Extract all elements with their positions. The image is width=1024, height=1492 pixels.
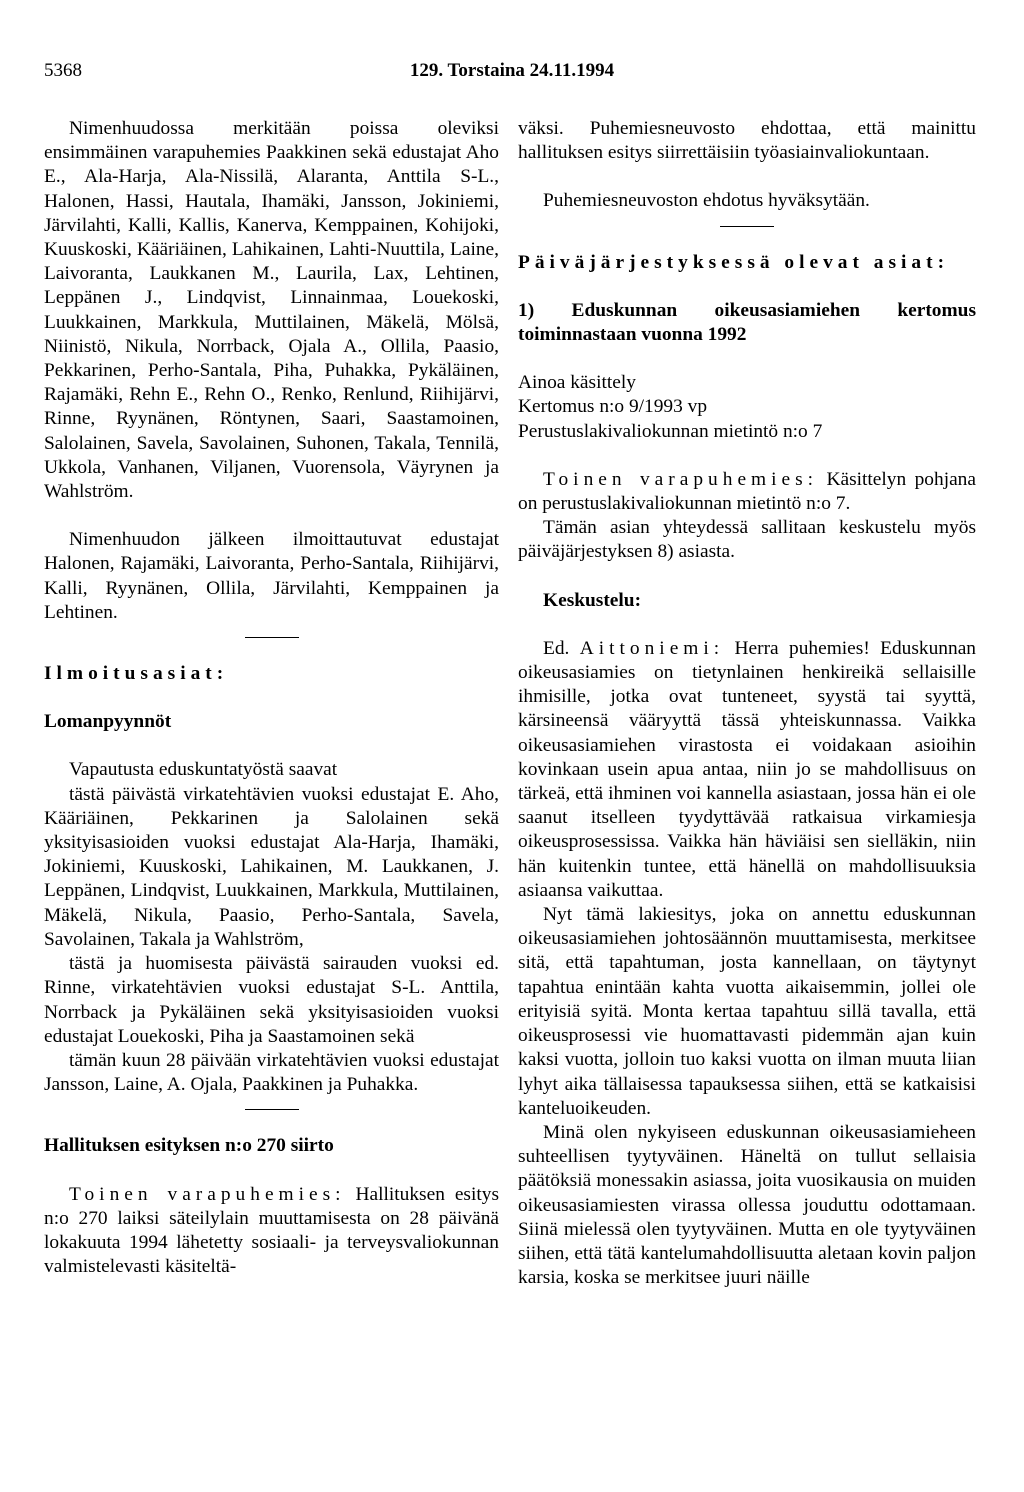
proposal-accepted: Puhemiesneuvoston ehdotus hyväksytään. [543, 190, 870, 212]
speech-paragraph-3: Minä olen nykyiseen eduskunnan oikeusasiamieheen suhteellisen tyytyväinen. Häneltä on tullut sellaisia päätöksiä monessakin asiassa, joita vuosikausia on muiden oikeusasiamiesten virassa ollessa jouduttu odottamaan. Siinä mielessä olen tyytyväinen. Mutta en ole tyytyväinen siihen, että tätä kantelumahdollisuutta aletaan kovin paljon karsia, koska se merkitsee juuri näille [518, 1121, 976, 1289]
discussion-heading: Keskustelu: [543, 589, 642, 611]
also-allowed-paragraph: Tämän asian yhteydessä sallitaan keskustelu myös päiväjärjestyksen 8) asiasta. [518, 517, 976, 563]
agenda-item-title: 1) Eduskunnan oikeusasiamiehen kertomus toiminnastaan vuonna 1992 [518, 299, 976, 346]
basis-text: Käsittelyn pohjana on perustuslakivaliokunnan mietintö n:o 7. [518, 468, 976, 515]
issue-title: 129. Torstaina 24.11.1994 [409, 60, 615, 81]
reading-info: Ainoa käsittely [518, 372, 636, 394]
speech-paragraph-2: Nyt tämä lakiesitys, joka on annettu eduskunnan oikeusasiamiehen johtosäännön muuttamisesta, merkitsee sitä, että tapahtuman, josta kannellaan, on täytynyt tapahtua enintään kahta vuotta aikaisemmin, jollei ole erityisiä syitä. Monta kertaa tapahtuu sillä tavalla, että oikeusprosessi vie huomattavasti pidemmän ajan kuin kaksi vuotta, jolloin tuo kaksi vuotta on ilman muuta liian lyhyt aika tällaisessa tapauksessa siihen, että se katkaisisi kanteluoikeuden. [518, 904, 976, 1119]
section-divider [245, 637, 299, 638]
notices-heading: Ilmoitusasiat: [44, 663, 229, 685]
speaker-label: Toinen varapuhemies: [543, 468, 819, 490]
right-column [518, 117, 976, 1290]
report-number: Kertomus n:o 9/1993 vp [518, 396, 708, 418]
speech-paragraph-1 [518, 637, 976, 903]
left-column [44, 117, 499, 1279]
transfer-text: Hallituksen esitys n:o 270 laiksi säteilylain muuttamisesta on 28 päivänä lokakuuta 1994 lähetetty sosiaali- ja terveysvaliokunnan valmistelevasti käsiteltä- [44, 1183, 499, 1278]
leave-today-tomorrow: tästä ja huomisesta päivästä sairauden vuoksi ed. Rinne, virkatehtävien vuoksi edustajat S-L. Anttila, Norrback ja Pykäläinen sekä yksityisasioiden vuoksi edustajat Louekoski, Piha ja Saastamoinen sekä [44, 953, 499, 1047]
section-divider [720, 226, 774, 227]
transfer-heading: Hallituksen esityksen n:o 270 siirto [44, 1135, 334, 1157]
section-divider [245, 1109, 299, 1110]
basis-paragraph [518, 468, 976, 516]
speech-text-1: Herra puhemies! Eduskunnan oikeusasiamies on tietynlainen henkireikä sellaisille ihmisille, jotka ovat tunteneet, syystä tai syyttä, kärsineensä vääryyttä tässä yhteiskunnassa. Vaikka oikeusasiamiehen virastosta ei voidakaan asioihin kovinkaan usein apua antaa, niin jo se mahdollisuus on tärkeä, että ihminen voi kannella asiastaan, jossa hän ei ole saanut itselleen tyydyttävää ratkaisua virkamiesja oikeusprosessissa. Vaikka hän häviäisi sen sielläkin, niin hän kuitenkin tuntee, että hänellä on mahdollisuuksia asiaansa vaikuttaa. [518, 637, 976, 901]
agenda-heading: Päiväjärjestyksessä olevat asiat: [518, 251, 950, 273]
absent-members-paragraph: Nimenhuudossa merkitään poissa oleviksi ensimmäinen varapuhemies Paakkinen sekä edustajat Aho E., Ala-Harja, Ala-Nissilä, Alaranta, Anttila S-L., Halonen, Hassi, Hautala, Ihamäki, Jansson, Jokiniemi, Järvilahti, Kalli, Kallis, Kanerva, Kemppainen, Kohijoki, Kuuskoski, Kääriäinen, Lahikainen, Lahti-Nuuttila, Laine, Laivoranta, Laukkanen M., Laurila, Lax, Lehtinen, Leppänen J., Lindqvist, Linnainmaa, Louekoski, Luukkainen, Markkula, Muttilainen, Mäkelä, Mölsä, Niinistö, Nikula, Norrback, Ojala A., Ollila, Paasio, Pekkarinen, Perho-Santala, Piha, Puhakka, Pykäläinen, Rajamäki, Rehn E., Rehn O., Renko, Renlund, Riihijärvi, Rinne, Ryynänen, Röntynen, Saari, Saastamoinen, Salolainen, Savela, Savolainen, Suhonen, Takala, Tennilä, Ukkola, Vanhanen, Viljanen, Vuorensola, Väyrynen ja Wahlström. [44, 118, 499, 503]
leave-today: tästä päivästä virkatehtävien vuoksi edustajat E. Aho, Kääriäinen, Pekkarinen ja Salolainen sekä yksityisasioiden vuoksi edustajat Ala-Harja, Ihamäki, Jokiniemi, Kuuskoski, Lahikainen, M. Laukkanen, J. Leppänen, Lindqvist, Luukkainen, Markkula, Muttilainen, Mäkelä, Nikula, Paasio, Perho-Santala, Savela, Savolainen, Takala ja Wahlström, [44, 783, 499, 950]
transfer-paragraph [44, 1183, 499, 1280]
continuation-paragraph: väksi. Puhemiesneuvosto ehdottaa, että mainittu hallituksen esitys siirrettäisiin työasiainvaliokuntaan. [518, 118, 976, 164]
page-number: 5368 [44, 60, 82, 81]
ed-prefix: Ed. [543, 637, 580, 659]
speaker-label: Toinen varapuhemies: [69, 1183, 346, 1205]
leave-intro: Vapautusta eduskuntatyöstä saavat [69, 759, 338, 781]
page-header [44, 60, 980, 90]
committee-report: Perustuslakivaliokunnan mietintö n:o 7 [518, 420, 823, 442]
speaker-name: Aittoniemi: [579, 637, 725, 659]
late-arrivals-paragraph: Nimenhuudon jälkeen ilmoittautuvat edustajat Halonen, Rajamäki, Laivoranta, Perho-Santala, Riihijärvi, Kalli, Ryynänen, Ollila, Järvilahti, Kemppainen ja Lehtinen. [44, 529, 499, 623]
leave-until-28th: tämän kuun 28 päivään virkatehtävien vuoksi edustajat Jansson, Laine, A. Ojala, Paakkinen ja Puhakka. [44, 1049, 499, 1096]
leave-requests-heading: Lomanpyynnöt [44, 711, 172, 733]
